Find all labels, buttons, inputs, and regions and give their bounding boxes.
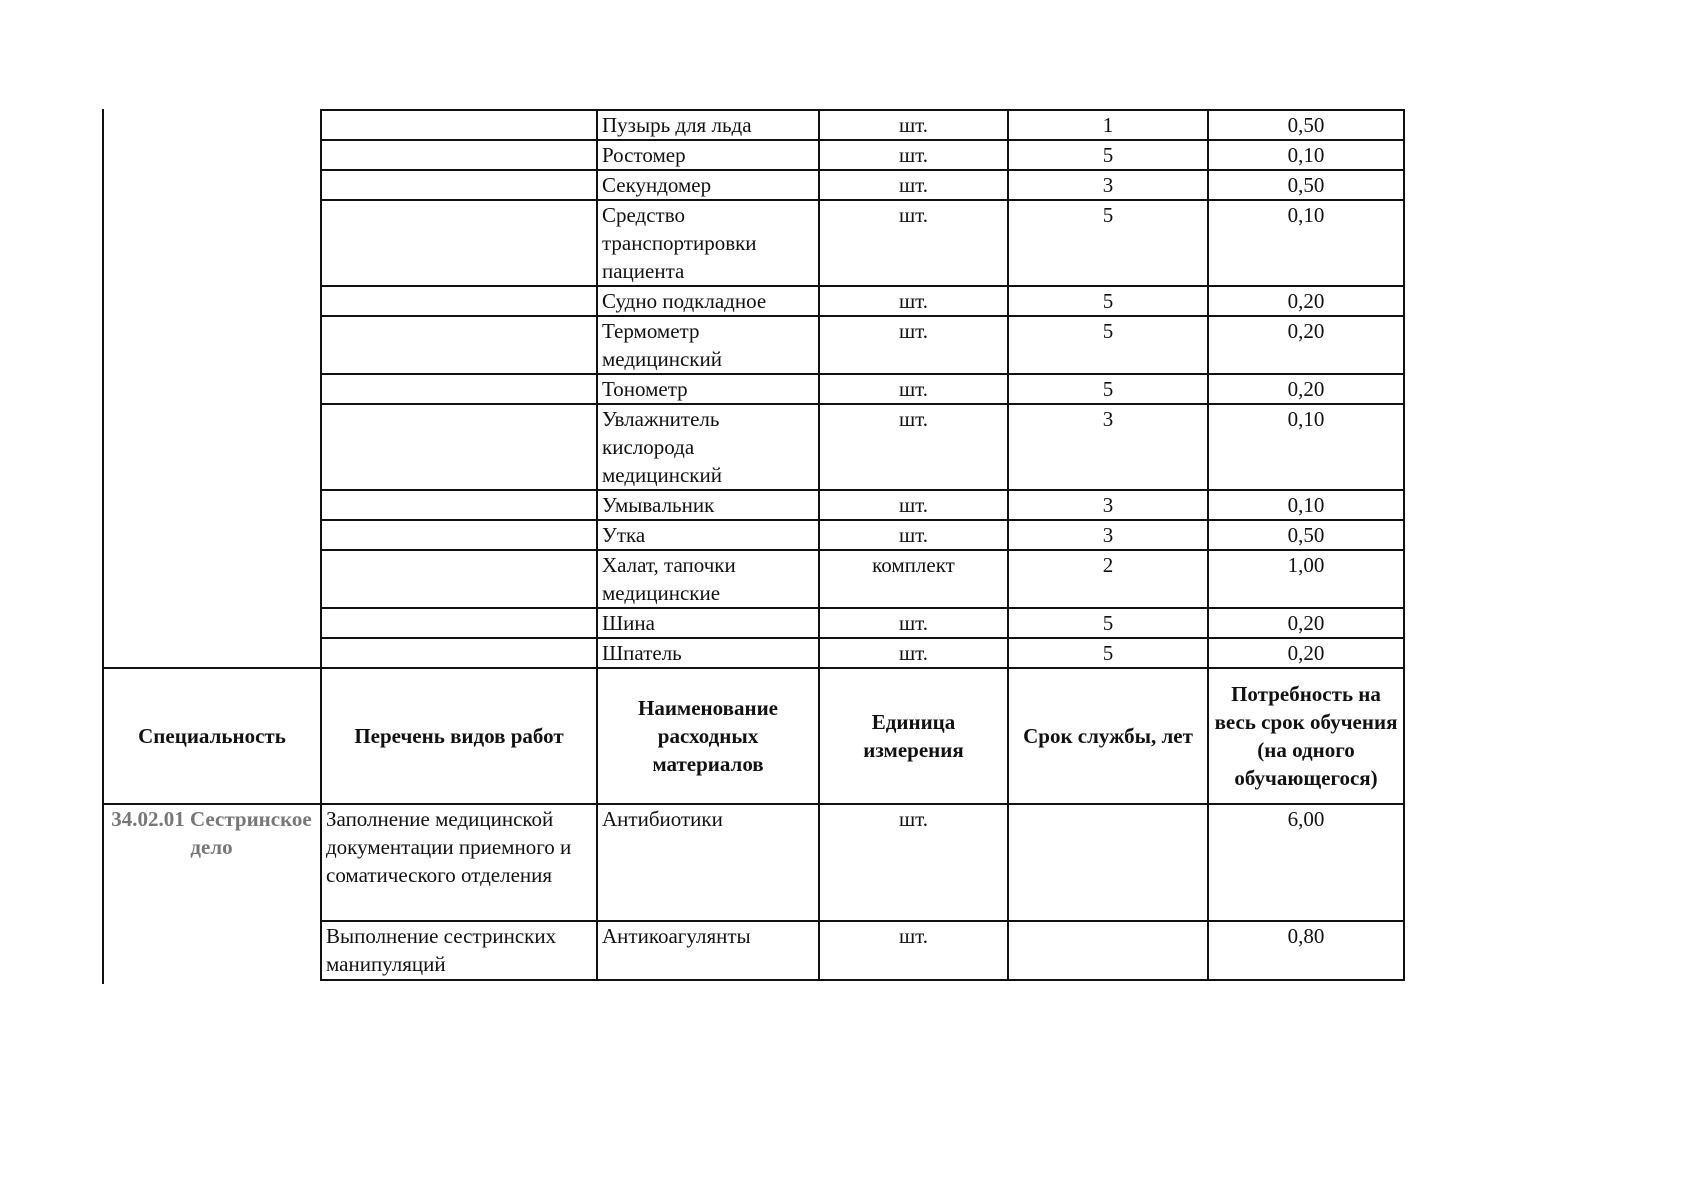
table-row — [103, 490, 1404, 520]
service-life-cell: 3 — [1008, 404, 1208, 490]
empty-cell — [103, 286, 321, 316]
need-cell: 0,50 — [1208, 520, 1404, 550]
item-name-cell: Тонометр — [597, 374, 819, 404]
unit-cell: шт. — [819, 200, 1008, 286]
service-life-cell: 3 — [1008, 520, 1208, 550]
need-cell: 0,20 — [1208, 638, 1404, 668]
item-name-cell: Средство транспортировки пациента — [597, 200, 819, 286]
need-cell: 0,10 — [1208, 200, 1404, 286]
specialty-name: Сестринское дело — [190, 807, 312, 859]
materials-section — [103, 668, 1404, 980]
need-cell: 0,10 — [1208, 140, 1404, 170]
item-name-cell: Увлажнитель кислорода медицинский — [597, 404, 819, 490]
unit-cell: шт. — [819, 404, 1008, 490]
unit-cell: шт. — [819, 638, 1008, 668]
table-row — [103, 200, 1404, 286]
empty-cell — [103, 550, 321, 608]
specialty-cell — [103, 804, 321, 980]
need-cell: 0,10 — [1208, 404, 1404, 490]
empty-cell — [103, 200, 321, 286]
empty-work-cell — [321, 638, 597, 668]
unit-cell: шт. — [819, 608, 1008, 638]
header-need: Потребность на весь срок обучения (на одного обучающегося) — [1208, 668, 1404, 804]
unit-cell: шт. — [819, 490, 1008, 520]
header-work-types: Перечень видов работ — [321, 668, 597, 804]
item-name-cell: Секундомер — [597, 170, 819, 200]
header-row — [103, 668, 1404, 804]
empty-work-cell — [321, 286, 597, 316]
empty-work-cell — [321, 490, 597, 520]
table-row — [103, 110, 1404, 140]
work-type-cell: Заполнение медицинской документации приемного и соматического отделения — [321, 804, 597, 921]
empty-cell — [103, 140, 321, 170]
service-life-cell: 1 — [1008, 110, 1208, 140]
unit-cell: шт. — [819, 316, 1008, 374]
service-life-cell: 3 — [1008, 490, 1208, 520]
empty-cell — [103, 520, 321, 550]
service-life-cell: 5 — [1008, 286, 1208, 316]
empty-work-cell — [321, 520, 597, 550]
equipment-rows — [103, 110, 1404, 668]
unit-cell: шт. — [819, 520, 1008, 550]
service-life-cell: 3 — [1008, 170, 1208, 200]
material-name-cell: Антикоагулянты — [597, 921, 819, 980]
need-cell: 1,00 — [1208, 550, 1404, 608]
specialty-code: 34.02.01 — [111, 807, 185, 831]
table-row — [103, 170, 1404, 200]
empty-cell — [103, 374, 321, 404]
empty-work-cell — [321, 550, 597, 608]
empty-cell — [103, 316, 321, 374]
unit-cell: шт. — [819, 110, 1008, 140]
table-row — [103, 374, 1404, 404]
service-life-cell — [1008, 921, 1208, 980]
service-life-cell: 5 — [1008, 638, 1208, 668]
empty-work-cell — [321, 374, 597, 404]
unit-cell: шт. — [819, 804, 1008, 921]
empty-work-cell — [321, 140, 597, 170]
empty-cell — [103, 608, 321, 638]
empty-work-cell — [321, 608, 597, 638]
empty-work-cell — [321, 110, 597, 140]
item-name-cell: Умывальник — [597, 490, 819, 520]
empty-work-cell — [321, 200, 597, 286]
unit-cell: шт. — [819, 374, 1008, 404]
unit-cell: шт. — [819, 921, 1008, 980]
header-service-life: Срок службы, лет — [1008, 668, 1208, 804]
empty-cell — [103, 110, 321, 140]
item-name-cell: Термометр медицинский — [597, 316, 819, 374]
work-type-cell: Выполнение сестринских манипуляций — [321, 921, 597, 980]
table-row — [103, 550, 1404, 608]
materials-table — [102, 109, 1405, 981]
need-cell: 0,20 — [1208, 316, 1404, 374]
table-row — [103, 608, 1404, 638]
item-name-cell: Халат, тапочки медицинские — [597, 550, 819, 608]
need-cell: 0,80 — [1208, 921, 1404, 980]
empty-cell — [103, 638, 321, 668]
table-row — [103, 316, 1404, 374]
header-materials: Наименование расходных материалов — [597, 668, 819, 804]
item-name-cell: Пузырь для льда — [597, 110, 819, 140]
table-row — [103, 520, 1404, 550]
need-cell: 0,50 — [1208, 110, 1404, 140]
table-row — [103, 404, 1404, 490]
empty-work-cell — [321, 316, 597, 374]
table-row — [103, 804, 1404, 921]
service-life-cell: 2 — [1008, 550, 1208, 608]
service-life-cell: 5 — [1008, 200, 1208, 286]
need-cell: 0,20 — [1208, 286, 1404, 316]
item-name-cell: Шпатель — [597, 638, 819, 668]
empty-work-cell — [321, 404, 597, 490]
item-name-cell: Судно подкладное — [597, 286, 819, 316]
empty-cell — [103, 490, 321, 520]
item-name-cell: Утка — [597, 520, 819, 550]
table-row — [103, 140, 1404, 170]
service-life-cell: 5 — [1008, 608, 1208, 638]
item-name-cell: Ростомер — [597, 140, 819, 170]
header-unit: Единица измерения — [819, 668, 1008, 804]
service-life-cell: 5 — [1008, 316, 1208, 374]
empty-cell — [103, 404, 321, 490]
need-cell: 0,50 — [1208, 170, 1404, 200]
unit-cell: шт. — [819, 286, 1008, 316]
need-cell: 0,20 — [1208, 608, 1404, 638]
header-specialty: Специальность — [103, 668, 321, 804]
table-row — [103, 286, 1404, 316]
table-row — [103, 638, 1404, 668]
item-name-cell: Шина — [597, 608, 819, 638]
empty-work-cell — [321, 170, 597, 200]
empty-cell — [103, 170, 321, 200]
need-cell: 0,20 — [1208, 374, 1404, 404]
unit-cell: комплект — [819, 550, 1008, 608]
service-life-cell — [1008, 804, 1208, 921]
service-life-cell: 5 — [1008, 140, 1208, 170]
service-life-cell: 5 — [1008, 374, 1208, 404]
unit-cell: шт. — [819, 170, 1008, 200]
material-name-cell: Антибиотики — [597, 804, 819, 921]
need-cell: 0,10 — [1208, 490, 1404, 520]
unit-cell: шт. — [819, 140, 1008, 170]
need-cell: 6,00 — [1208, 804, 1404, 921]
